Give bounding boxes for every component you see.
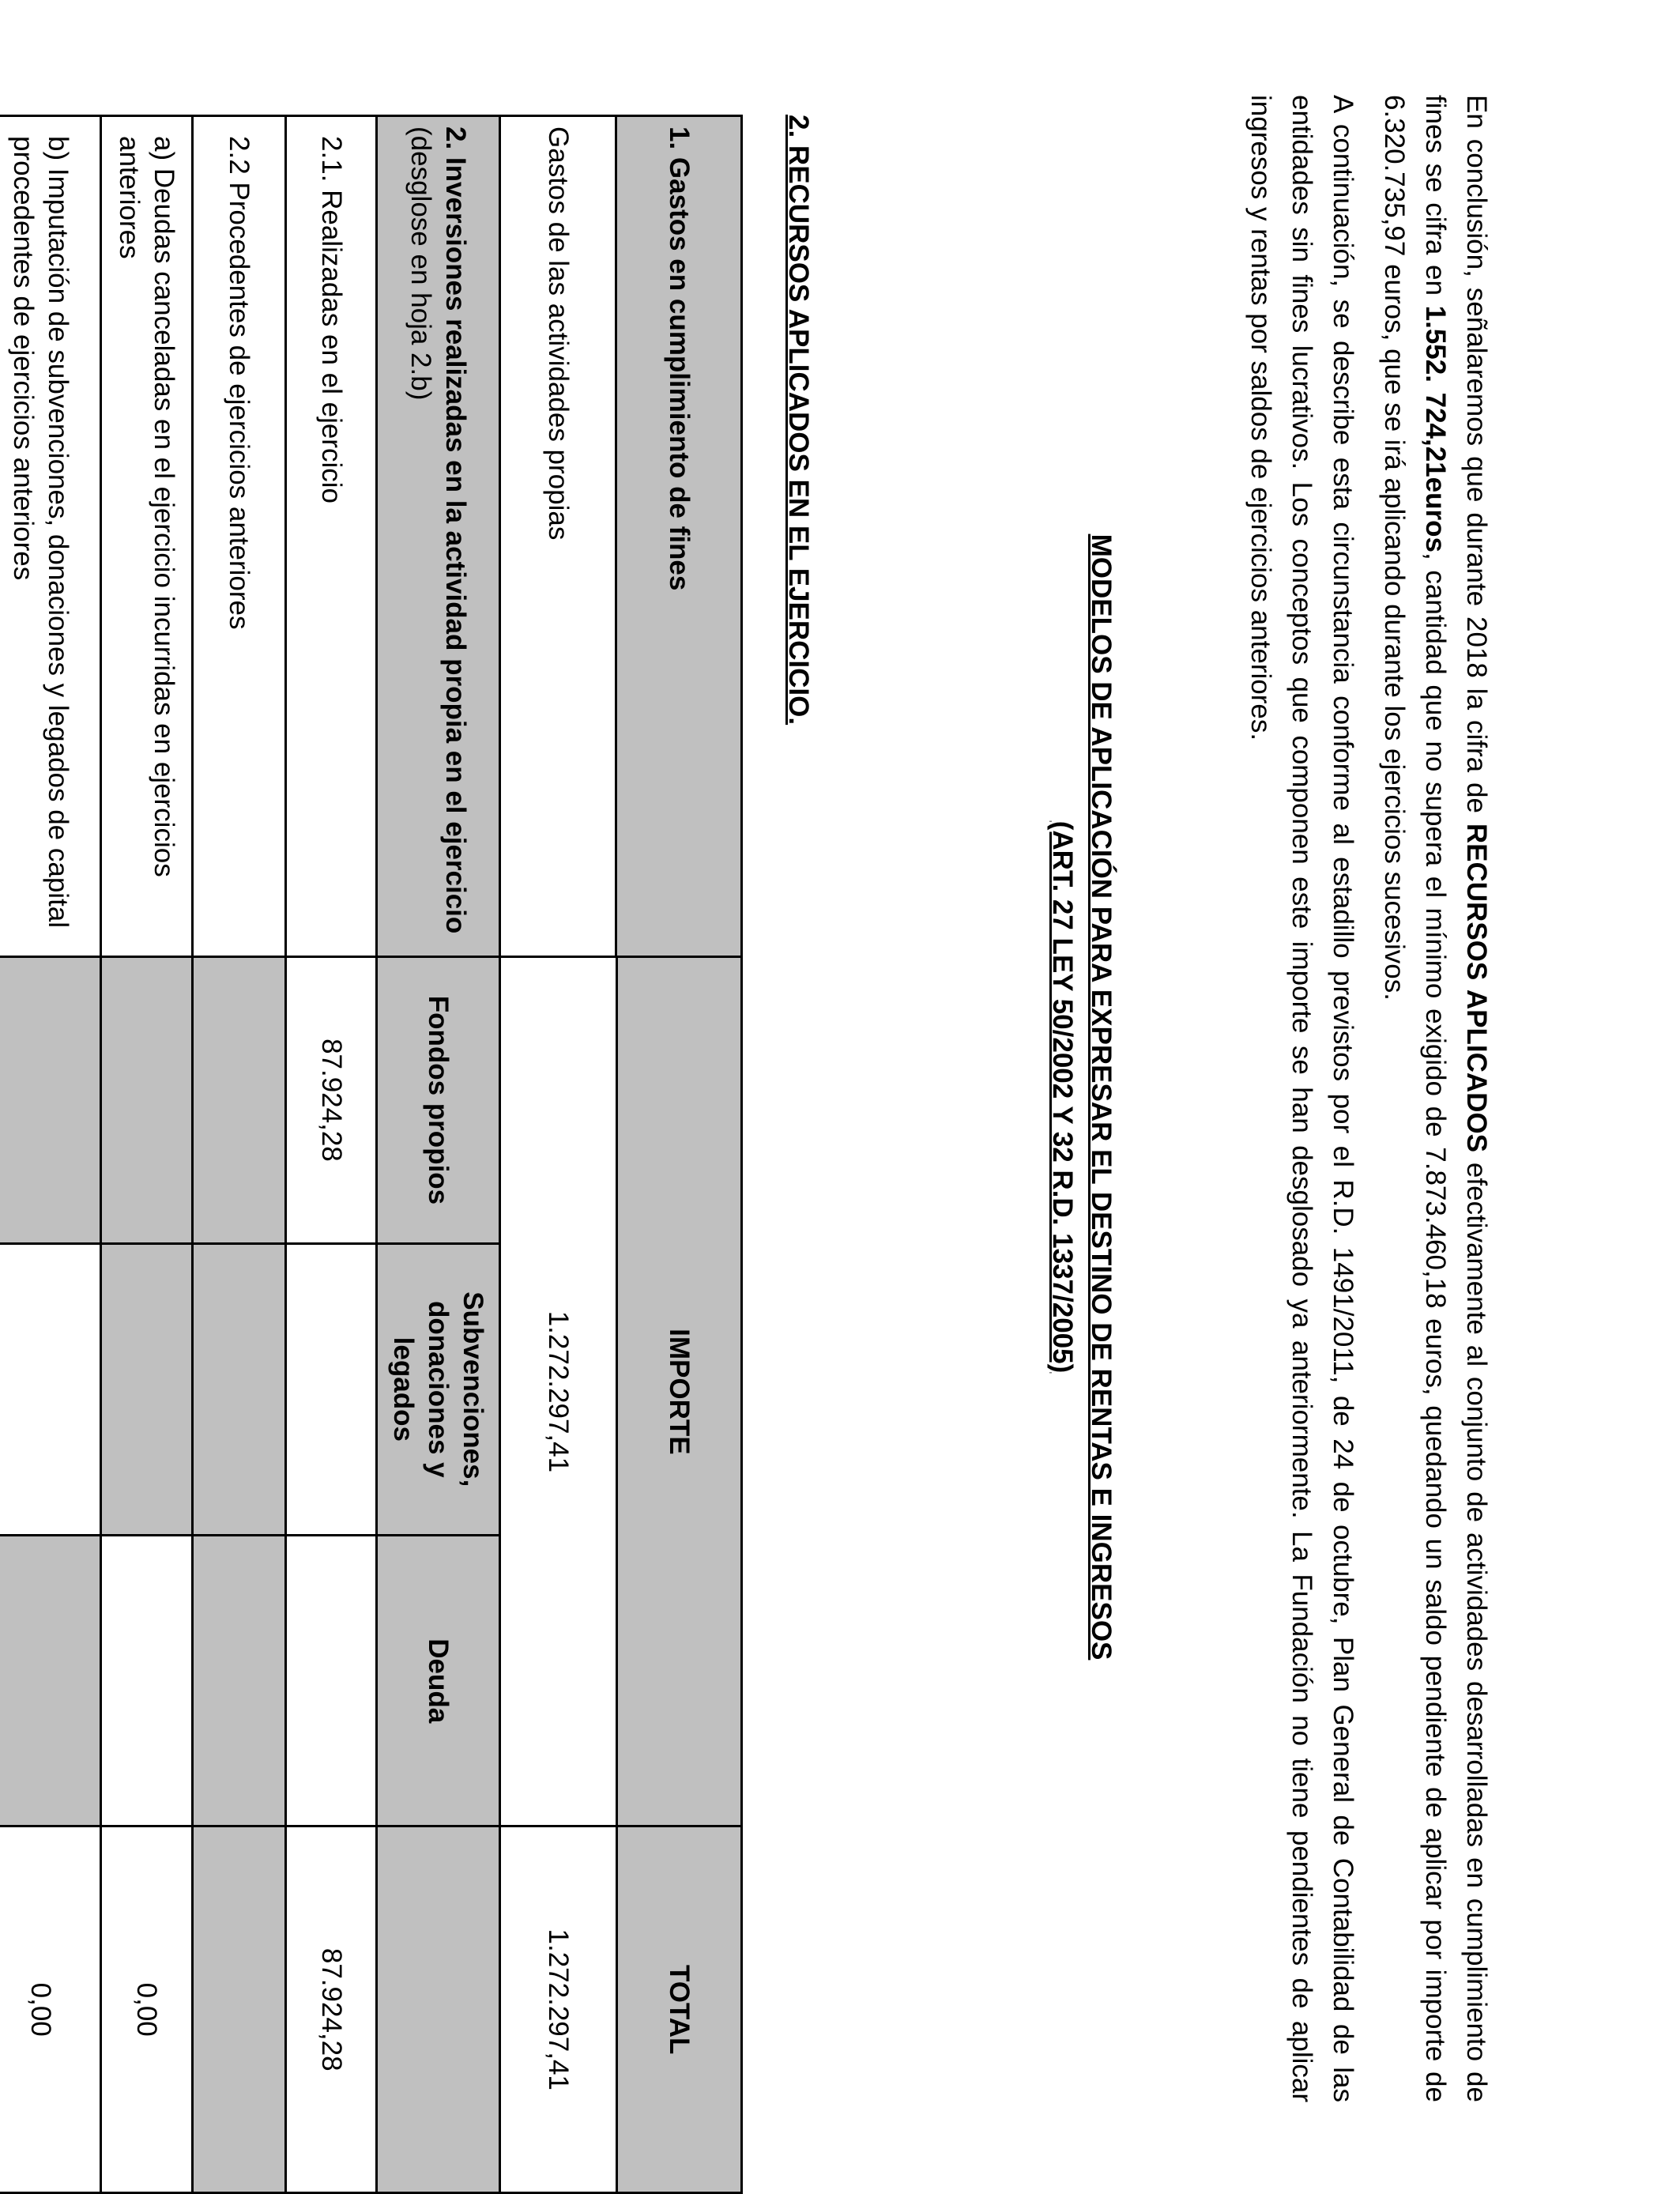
empty-cell — [0, 1536, 101, 1826]
row-label: 1. Gastos en cumplimiento de fines — [616, 116, 742, 957]
cell-value: 0,00 — [101, 1826, 193, 2193]
cell-value: 87.924,28 — [286, 1826, 377, 2193]
cell-value: 0,00 — [0, 1826, 101, 2193]
row-label: a) Deudas canceladas en el ejercicio incurridas en ejercicios anteriores — [101, 116, 193, 957]
context-paragraph: A continuación, se describe esta circunstancia conforme al estadillo previstos por el R.D. 1491/2011, de 24 de octubre, Plan General de Contabilidad de las entidades sin fines lucrativos. Los conceptos que componen este importe se han desglosado ya anteriormente. La Fundación no tiene pendientes de aplicar ingresos y rentas por saldos de ejercicios anteriores. — [1245, 95, 1358, 2102]
empty-cell — [193, 1536, 286, 1826]
cell-value: 87.924,28 — [286, 957, 377, 1243]
row-label: 2.2 Procedentes de ejercicios anteriores — [193, 116, 286, 957]
cell-value: 1.272.297,41 — [500, 1826, 617, 2193]
section-heading: 2. RECURSOS APLICADOS EN EL EJERCICIO. — [783, 115, 814, 726]
header-subvenciones: Subvenciones, donaciones y legados — [377, 1243, 500, 1536]
header-deuda: Deuda — [377, 1536, 500, 1826]
empty-cell — [101, 957, 193, 1243]
header-total: TOTAL — [617, 1826, 742, 2193]
table-row — [193, 116, 286, 2193]
empty-cell — [286, 1243, 377, 1536]
models-subtitle: (ART. 27 LEY 50/2002 Y 32 R.D. 1337/2005) — [1047, 820, 1078, 1374]
empty-cell — [286, 1536, 377, 1826]
table-row — [377, 116, 500, 2193]
empty-cell — [193, 1243, 286, 1536]
empty-cell — [0, 1243, 101, 1536]
empty-cell — [193, 957, 286, 1243]
header-importe: IMPORTE — [617, 957, 742, 1826]
row-label: Gastos de las actividades propias — [500, 116, 616, 957]
table-row — [617, 116, 742, 2193]
table-row — [0, 116, 101, 2193]
table-row — [286, 116, 377, 2193]
empty-cell — [101, 1243, 193, 1536]
applied-resources-table — [0, 115, 743, 2194]
row-label: b) Imputación de subvenciones, donaciones y legados de capital procedentes de ejercicios anteriores — [0, 116, 101, 957]
cell-value: 1.272.297,41 — [500, 957, 617, 1826]
empty-cell — [101, 1536, 193, 1826]
row-label: 2.1. Realizadas en el ejercicio — [286, 116, 377, 957]
header-fondos-propios: Fondos propios — [377, 957, 500, 1243]
table-row — [101, 116, 193, 2193]
empty-cell — [193, 1826, 286, 2193]
row-label: 2. Inversiones realizadas en la actividad propia en el ejercicio (desglose en hoja 2.b) — [377, 116, 500, 957]
intro-paragraph: En conclusión, señalaremos que durante 2018 la cifra de RECURSOS APLICADOS efectivamente al conjunto de actividades desarrolladas en cumplimiento de fines se cifra en 1.552. 724,21euros, cantidad que no supera el mínimo exigido de 7.873.460,18 euros, quedando un saldo pendiente de aplicar por importe de 6.320.735,97 euros, que se irá aplicando durante los ejercicios sucesivos. — [1379, 95, 1492, 2102]
empty-cell — [377, 1826, 500, 2193]
models-title: MODELOS DE APLICACIÓN PARA EXPRESAR EL DESTINO DE RENTAS E INGRESOS — [1086, 533, 1117, 1661]
empty-cell — [0, 957, 101, 1243]
